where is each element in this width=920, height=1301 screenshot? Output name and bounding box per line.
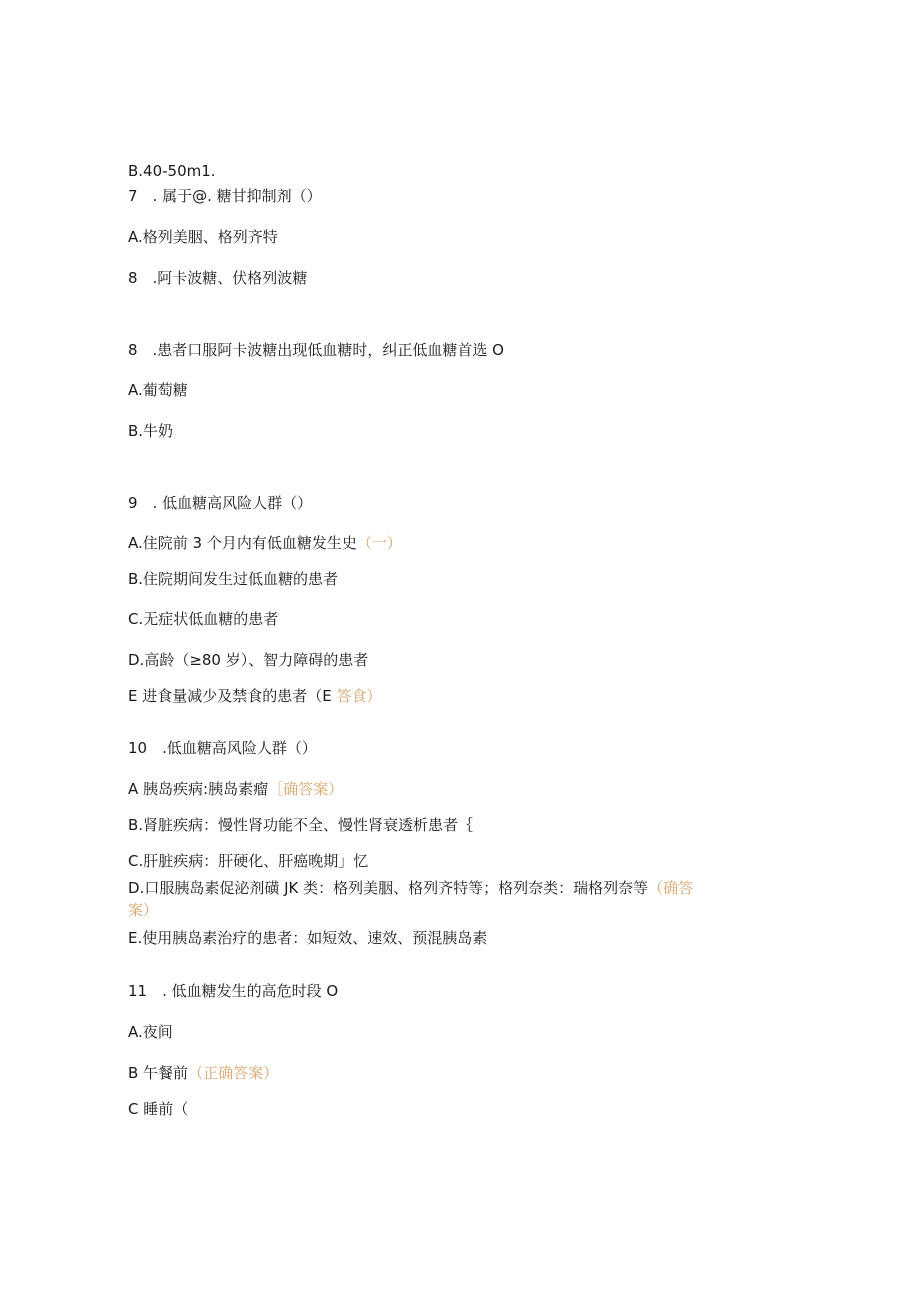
option-line: B.住院期间发生过低血糖的患者 xyxy=(128,570,339,588)
option-line: A.格列美胭、格列齐特 xyxy=(128,228,278,246)
option-line: A 胰岛疾病:胰岛素瘤［确答案） xyxy=(128,780,344,798)
option-line: B.肾脏疾病：慢性肾功能不全、慢性肾衰透析患者｛ xyxy=(128,816,474,834)
option-line: C.肝脏疾病：肝硬化、肝癌晚期」忆 xyxy=(128,852,369,870)
option-line: E 进食量减少及禁食的患者（E 答食） xyxy=(128,687,382,705)
question-line: 11 . 低血糖发生的高危时段 O xyxy=(128,982,339,1000)
option-line: A.住院前 3 个月内有低血糖发生史（一） xyxy=(128,534,402,552)
option-line: B.牛奶 xyxy=(128,422,174,440)
option-line-continuation: 案） xyxy=(128,901,159,919)
option-line: E.使用胰岛素治疗的患者：如短效、速效、预混胰岛素 xyxy=(128,929,488,947)
option-line: B 午餐前（正确答案） xyxy=(128,1064,279,1082)
option-line: A.夜间 xyxy=(128,1023,173,1041)
question-line: 9 . 低血糖高风险人群（） xyxy=(128,494,313,512)
option-line: A.葡萄糖 xyxy=(128,381,188,399)
option-line: D.高龄（≥80 岁）、智力障碍的患者 xyxy=(128,651,369,669)
question-line: 8 .患者口服阿卡波糖出现低血糖时，纠正低血糖首选 O xyxy=(128,341,504,359)
option-line: C 睡前（ xyxy=(128,1100,189,1118)
question-line: 7 . 属于@. 糖甘抑制剂（） xyxy=(128,187,322,205)
question-line: 10 .低血糖高风险人群（） xyxy=(128,739,317,757)
option-line: C.无症状低血糖的患者 xyxy=(128,610,279,628)
question-line: 8 .阿卡波糖、伏格列波糖 xyxy=(128,269,308,287)
option-line: D.口服胰岛素促泌剂磺 JK 类：格列美胭、格列齐特等；格列奈类：瑞格列奈等（确答 xyxy=(128,879,694,897)
option-line: B.40-50m1. xyxy=(128,162,216,180)
